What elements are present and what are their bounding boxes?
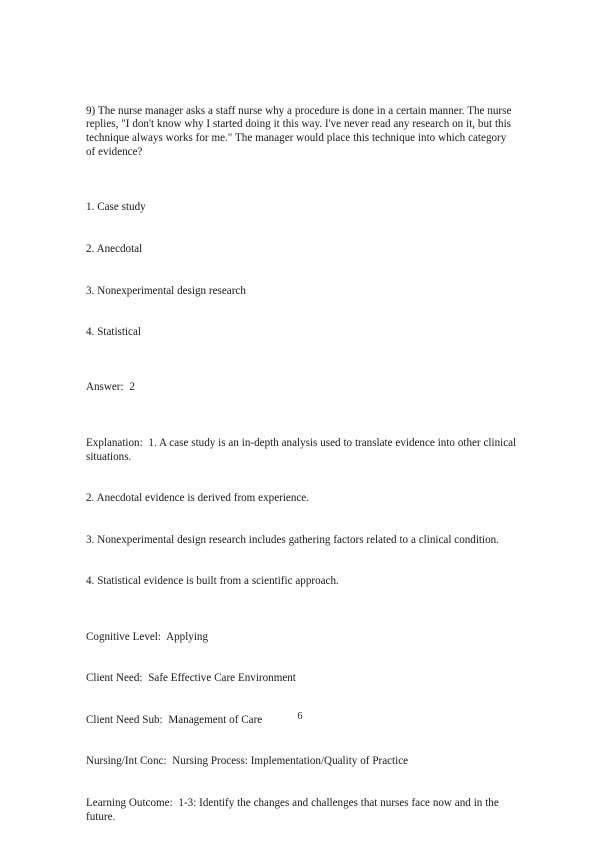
- question-option-3: 3. Nonexperimental design research: [86, 284, 246, 297]
- explanation-line-4: 4. Statistical evidence is built from a scientific approach.: [86, 575, 339, 588]
- metadata-client-need: Client Need: Safe Effective Care Environment: [86, 672, 296, 685]
- explanation-line-1: Explanation: 1. A case study is an in-depth analysis used to translate evidence into other clinical situations.: [86, 436, 520, 463]
- metadata-nursing-int-conc: Nursing/Int Conc: Nursing Process: Implementation/Quality of Practice: [86, 755, 409, 768]
- question-text-block: [86, 63, 518, 866]
- metadata-client-need-sub: Client Need Sub: Management of Care: [86, 713, 263, 726]
- metadata-cognitive-level: Cognitive Level: Applying: [86, 630, 209, 643]
- question-option-1: 1. Case study: [86, 201, 146, 214]
- question-option-4: 4. Statistical: [86, 326, 141, 339]
- metadata-learning-outcome: Learning Outcome: 1-3: Identify the changes and challenges that nurses face now and in the future.: [86, 796, 502, 823]
- question-stem: 9) The nurse manager asks a staff nurse why a procedure is done in a certain manner. The nurse replies, "I don't know why I started doing it this way. I've never read any research on it, but this technique always works for me." The manager would place this technique into which category of evidence?: [86, 104, 515, 159]
- explanation-line-3: 3. Nonexperimental design research includes gathering factors related to a clinical condition.: [86, 533, 499, 546]
- answer-line: Answer: 2: [86, 381, 135, 394]
- page-number: 6: [297, 711, 303, 722]
- question-option-2: 2. Anecdotal: [86, 242, 143, 255]
- explanation-line-2: 2. Anecdotal evidence is derived from experience.: [86, 492, 309, 505]
